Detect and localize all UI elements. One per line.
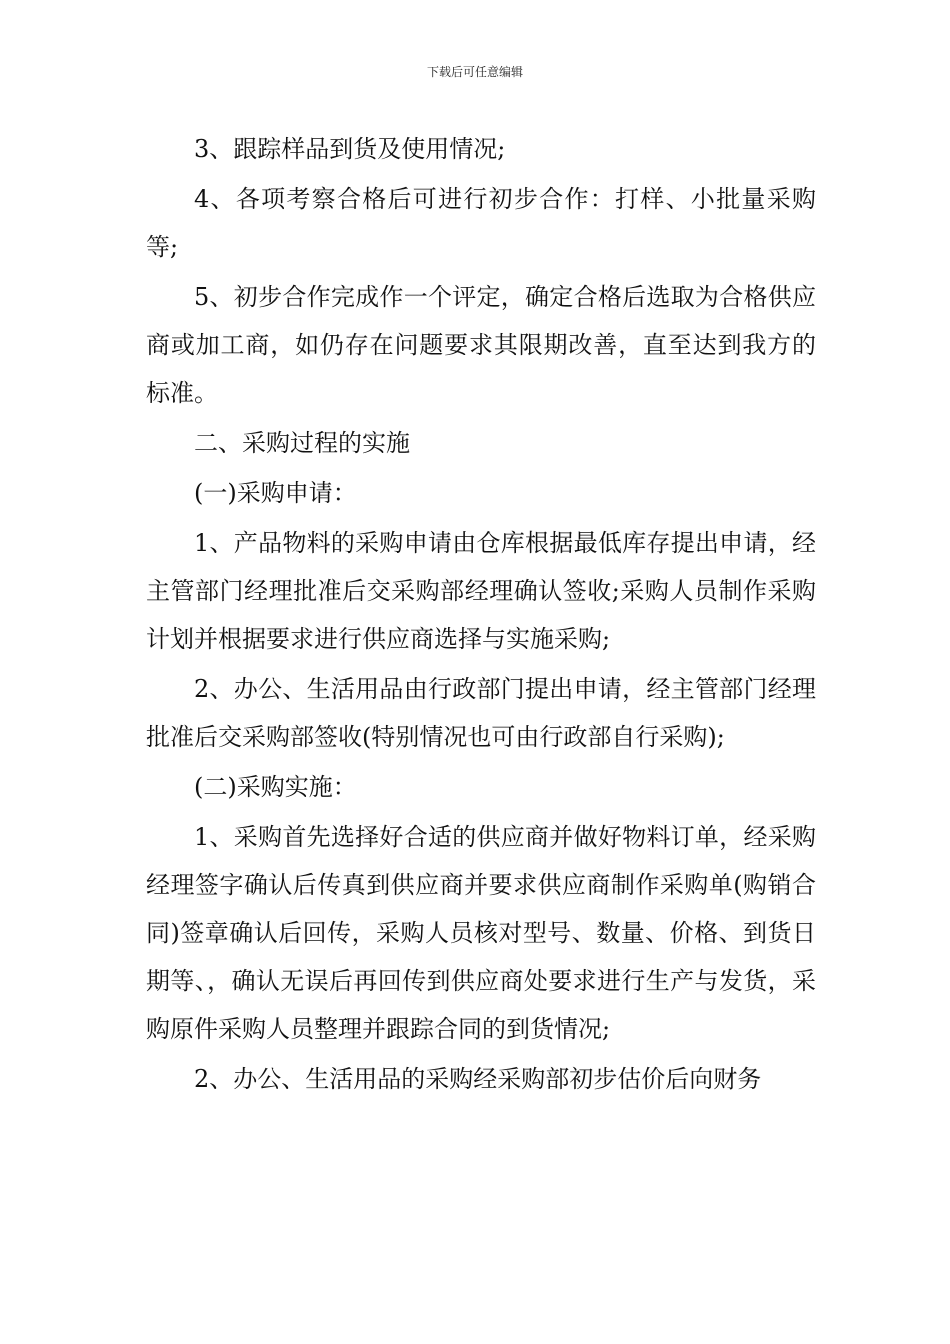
- paragraph-sample-tracking: 3、跟踪样品到货及使用情况;: [194, 135, 506, 163]
- paragraph-material-request: 1、产品物料的采购申请由仓库根据最低库存提出申请，经主管部门经理批准后交采购部经理确认签收;采购人员制作采购计划并根据要求进行供应商选择与实施采购;: [146, 529, 816, 653]
- subsection-heading-execution: (二)采购实施：: [194, 773, 357, 801]
- document-body: [146, 125, 816, 1105]
- paragraph-supplier-order: 1、采购首先选择好合适的供应商并做好物料订单，经采购经理签字确认后传真到供应商并要求供应商制作采购单(购销合同)签章确认后回传，采购人员核对型号、数量、价格、到货日期等、，确认无误后再回传到供应商处要求进行生产与发货，采购原件采购人员整理并跟踪合同的到货情况;: [146, 823, 816, 1043]
- section-heading-implementation: 二、采购过程的实施: [194, 429, 410, 457]
- paragraph-office-supplies-request: 2、办公、生活用品由行政部门提出申请，经主管部门经理批准后交采购部签收(特别情况也可由行政部自行采购);: [146, 675, 816, 751]
- paragraph-evaluation: 5、初步合作完成作一个评定，确定合格后选取为合格供应商或加工商，如仍存在问题要求其限期改善，直至达到我方的标准。: [146, 283, 816, 407]
- page-header: 下载后可任意编辑: [426, 65, 523, 79]
- paragraph-initial-cooperation: 4、各项考察合格后可进行初步合作：打样、小批量采购等;: [146, 185, 816, 261]
- subsection-heading-request: (一)采购申请：: [194, 479, 357, 507]
- paragraph-office-supplies-purchase: 2、办公、生活用品的采购经采购部初步估价后向财务: [194, 1065, 762, 1093]
